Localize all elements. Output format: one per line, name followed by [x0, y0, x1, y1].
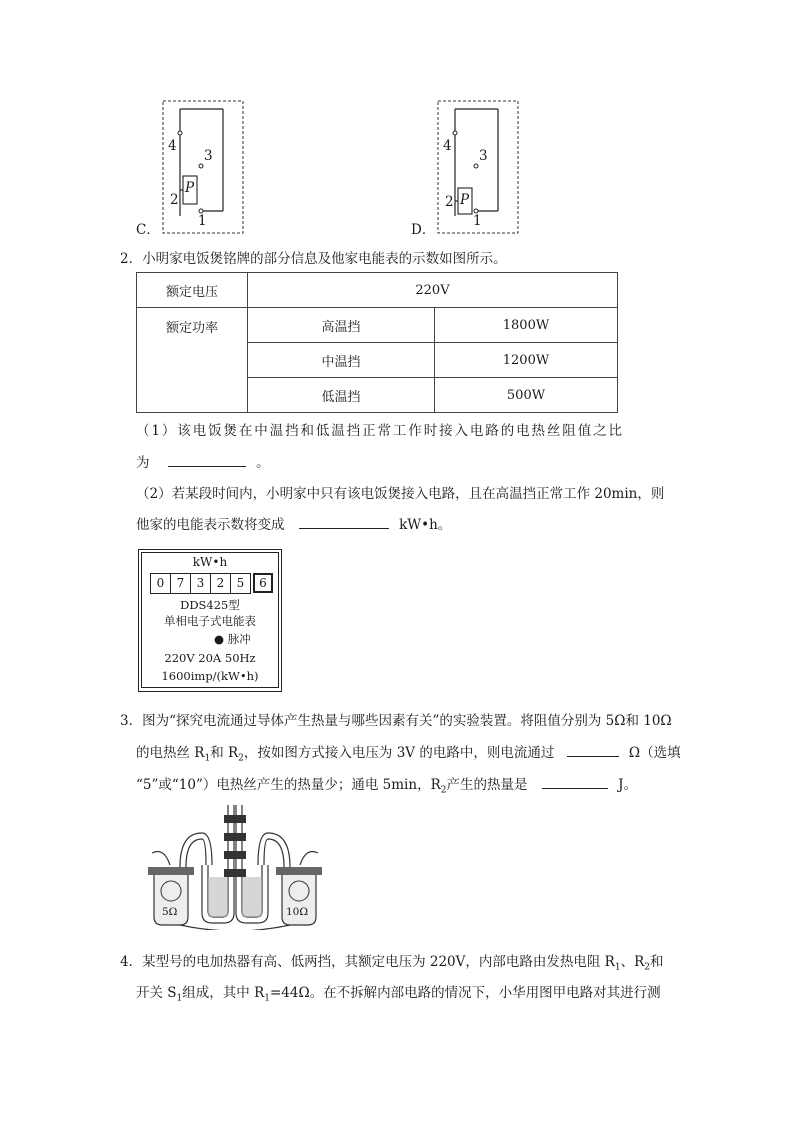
table-cell-mode: 高温挡: [248, 308, 435, 343]
q2-sub1-line1: （1）该电饭煲在中温挡和低温挡正常工作时接入电路的电热丝阻值之比: [136, 423, 624, 439]
q4-text: 4．某型号的电加热器有高、低两挡，其额定电压为 220V，内部电路由发热电阻 R: [120, 954, 615, 970]
figure-c-node-3: 3: [204, 148, 213, 164]
circuit-diagram-d: [405, 98, 525, 238]
table-cell-power: 1800W: [435, 308, 618, 343]
meter-digit: 3: [190, 573, 211, 594]
q3-subscript: 2: [238, 753, 244, 764]
table-cell-mode: 低温挡: [248, 378, 435, 413]
figure-c-slider-label: P: [185, 180, 195, 196]
figure-d-slider-label: P: [460, 192, 470, 208]
q2-stem: 2．小明家电饭煲铭牌的部分信息及他家电能表的示数如图所示。: [120, 251, 507, 267]
q4-text: 、R: [620, 954, 645, 970]
right-resistor-label: 10Ω: [286, 906, 309, 918]
q2-sub2-prefix: 他家的电能表示数将变成: [136, 517, 285, 533]
figure-c: [130, 98, 250, 238]
q3-line3: [136, 774, 637, 801]
q3-text: 产生的热量是: [446, 777, 528, 793]
figure-d-node-1: 1: [473, 213, 482, 229]
meter-imp: 1600imp/(kW•h): [161, 669, 259, 683]
heat-experiment-apparatus: [140, 805, 330, 930]
figure-d-node-2: 2: [445, 194, 454, 210]
table-cell-mode: 中温挡: [248, 343, 435, 378]
meter-decimal-digit: 6: [253, 573, 273, 593]
q3-subscript: 1: [204, 753, 211, 764]
meter-panel: [141, 552, 279, 688]
q3-text: 的电热丝 R: [136, 745, 205, 761]
table-cell-power: 500W: [435, 378, 618, 413]
q4-subscript: 1: [614, 962, 621, 973]
q3-text: “5”或“10”）电热丝产生的热量少；通电 5min，R: [136, 777, 441, 793]
meter-pulse-indicator: ● 脉冲: [214, 632, 251, 646]
q2-sub2-suffix: kW•h。: [399, 517, 452, 533]
meter-digit: 2: [210, 573, 231, 594]
meter-unit: kW•h: [192, 555, 228, 569]
figure-d-node-3: 3: [479, 148, 488, 164]
q4-subscript: 1: [264, 993, 270, 1004]
q4-text: 开关 S: [136, 985, 177, 1001]
q4-text: =44Ω。在不拆解内部电路的情况下，小华用图甲电路对其进行测: [269, 985, 661, 1001]
meter-name: 单相电子式电能表: [164, 614, 256, 628]
q4-text: 和: [650, 954, 664, 970]
q3-line2: [136, 742, 681, 769]
meter-model: DDS425型: [180, 598, 240, 612]
q3-text: 和 R: [210, 745, 239, 761]
answer-blank-heat[interactable]: [542, 774, 608, 789]
meter-digit: 7: [170, 573, 191, 594]
answer-blank-meter-reading[interactable]: [299, 514, 389, 529]
q3-line1: 3．图为“探究电流通过导体产生热量与哪些因素有关”的实验装置。将阻值分别为 5Ω和 10Ω: [120, 713, 672, 729]
q4-line2: [136, 983, 661, 1009]
q2-sub1-prefix: 为: [136, 455, 150, 471]
rice-cooker-nameplate-table: [136, 272, 618, 413]
q3-text: J。: [618, 777, 637, 793]
electricity-meter: [138, 549, 282, 692]
figure-d: [405, 98, 525, 238]
circuit-diagram-c: [130, 98, 250, 238]
figure-c-node-4: 4: [168, 138, 177, 154]
q4-subscript: 2: [644, 962, 650, 973]
q4-text: 组成，其中 R: [182, 985, 265, 1001]
figure-c-node-2: 2: [170, 192, 179, 208]
meter-digits: [150, 573, 272, 594]
meter-specs: 220V 20A 50Hz: [164, 651, 256, 665]
rated-power-label: 额定功率: [137, 308, 248, 413]
meter-digit: 5: [230, 573, 251, 594]
q2-sub1-line2: [136, 452, 270, 473]
answer-blank-ratio[interactable]: [168, 452, 246, 467]
rated-voltage-value: 220V: [248, 273, 618, 308]
q3-text: Ω（选填: [628, 745, 681, 761]
meter-digit: 0: [150, 573, 171, 594]
q2-sub1-suffix: 。: [256, 455, 270, 471]
table-cell-power: 1200W: [435, 343, 618, 378]
left-resistor-label: 5Ω: [162, 906, 178, 918]
q2-sub2-line1: （2）若某段时间内，小明家中只有该电饭煲接入电路，且在高温挡正常工作 20min，则: [136, 486, 665, 502]
q2-sub2-line2: [136, 514, 451, 535]
figure-c-option-label: C．: [136, 222, 160, 238]
q4-subscript: 1: [176, 993, 183, 1004]
q3-subscript: 2: [440, 785, 447, 796]
q3-text: ，按如图方式接入电压为 3V 的电路中，则电流通过: [243, 745, 555, 761]
answer-blank-resistor[interactable]: [567, 742, 619, 757]
q4-line1: [120, 952, 664, 978]
rated-voltage-label: 额定电压: [137, 273, 248, 308]
figure-d-option-label: D．: [411, 222, 436, 238]
figure-c-node-1: 1: [198, 213, 207, 229]
figure-d-node-4: 4: [443, 138, 452, 154]
